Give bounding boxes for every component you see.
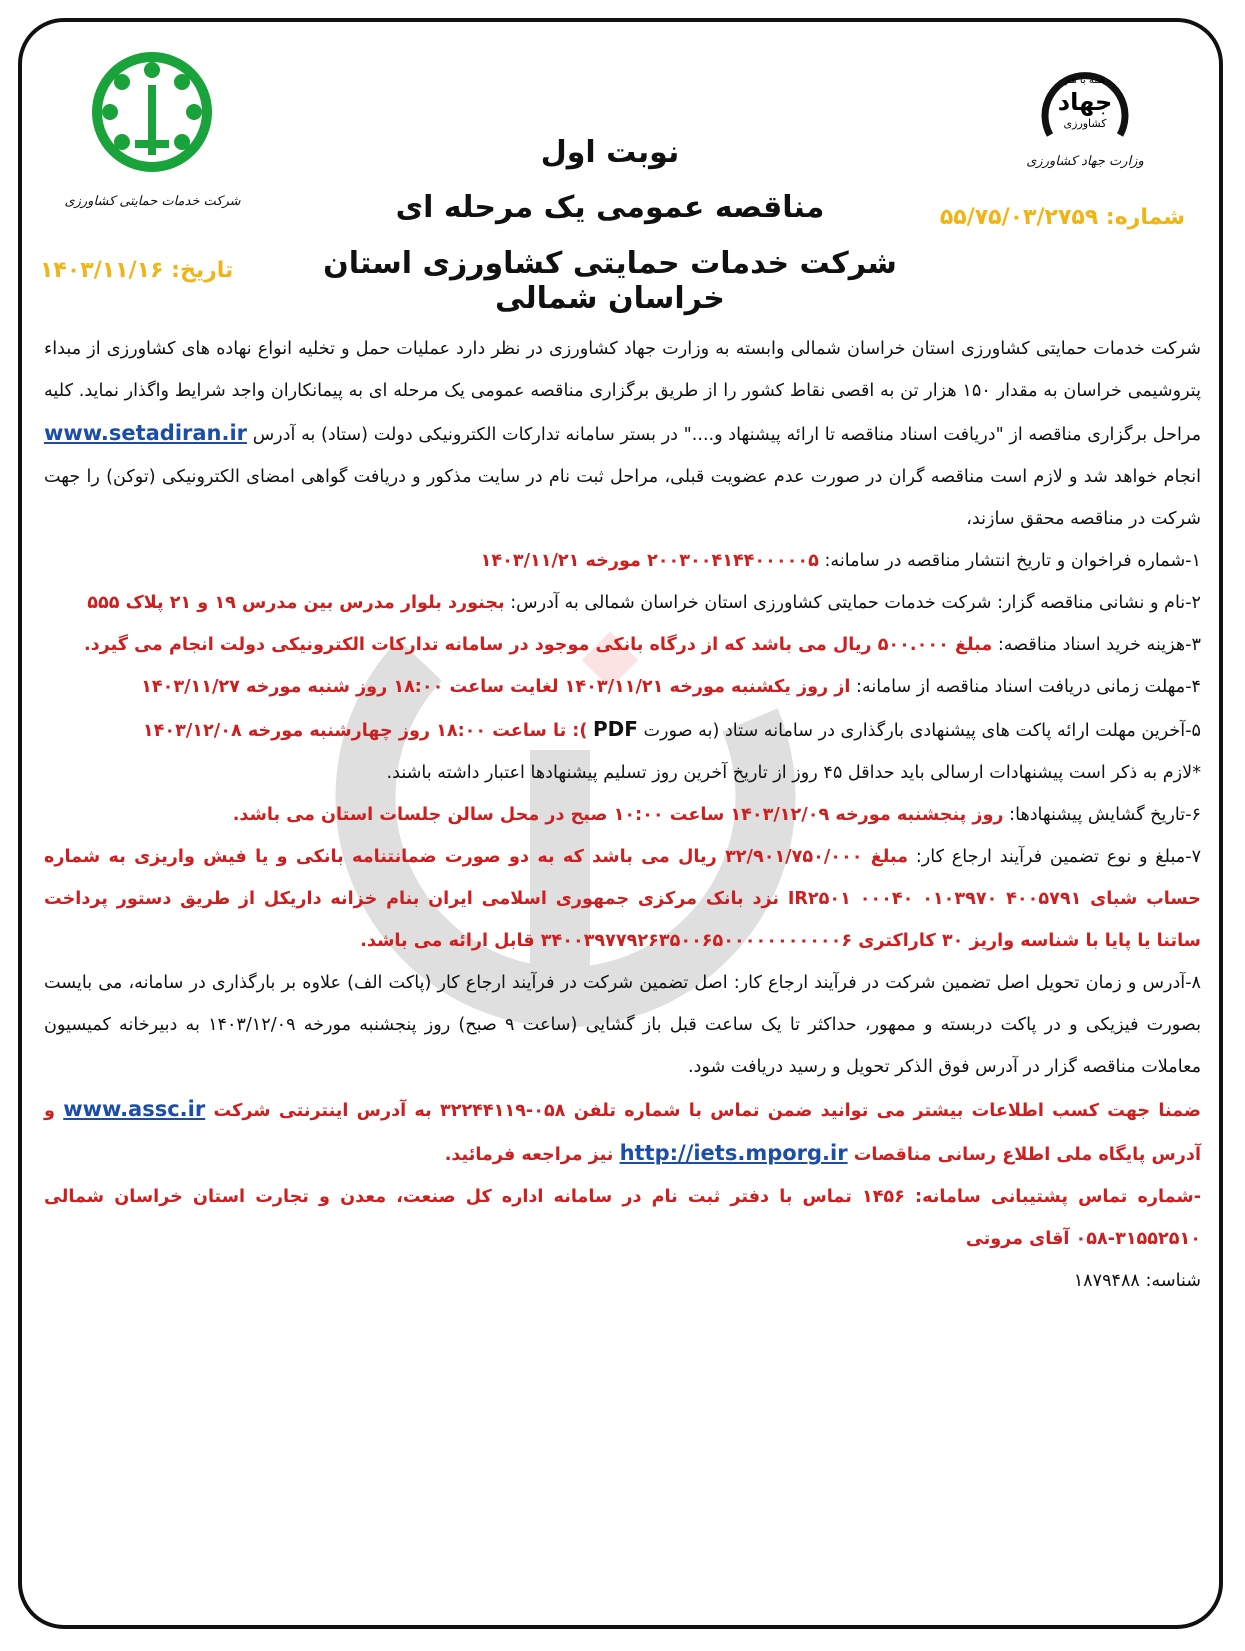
item-3-label: ۳-هزینه خرید اسناد مناقصه: <box>997 635 1201 655</box>
document-number: شماره: ۵۵/۷۵/۰۳/۲۷۵۹ <box>939 205 1185 230</box>
support-line: -شماره تماس پشتیبانی سامانه: ۱۴۵۶ تماس با دفتر ثبت نام در سامانه اداره کل صنعت، معدن و تجارت استان خراسان شمالی ۳۱۵۵۲۵۱۰-۰۵۸ آقای مروتی <box>44 1187 1202 1249</box>
item-5-label: ۵-آخرین مهلت ارائه پاکت های پیشنهادی بارگذاری در سامانه ستاد (به صورت <box>643 721 1201 741</box>
item-5-pdf: PDF <box>592 717 638 741</box>
intro-paragraph <box>44 328 1201 540</box>
ministry-logo-word: جهاد <box>1057 88 1113 116</box>
item-5 <box>44 708 1201 752</box>
item-7-value: مبلغ ۳۲/۹۰۱/۷۵۰/۰۰۰ ریال می باشد که به دو صورت ضمانتنامه بانکی و یا فیش واریزی به شماره حساب شبای ۴۰۰۵۷۹۱ ۰۱۰۳۹۷۰ ۰۰۰۴۰ IR۲۵۰۱ نزد بانک مرکزی جمهوری اسلامی ایران بنام خزانه داریکل از طریق دستور پرداخت ساتنا یا پایا با شناسه واریز ۳۰ کاراکتری ۳۴۰۰۳۹۷۷۹۲۶۳۵۰۰۶۵۰۰۰۰۰۰۰۰۰۰۰۶ قابل ارائه می باشد. <box>44 847 1201 951</box>
round-title: نوبت اول <box>540 135 680 170</box>
company-logo <box>50 40 255 225</box>
assc-link[interactable]: www.assc.ir <box>63 1097 206 1121</box>
id-line: شناسه: ۱۸۷۹۴۸۸ <box>1073 1271 1201 1291</box>
item-8: ۸-آدرس و زمان تحویل اصل تضمین شرکت در فرآیند ارجاع کار: اصل تضمین شرکت در فرآیند ارجاع کار (پاکت الف) علاوه بر بارگذاری در سامانه، می بایست بصورت فیزیکی و در پاکت دربسته و ممهور، حداکثر تا یک ساعت قبل باز گشایی (ساعت ۹ صبح) روز پنجشنبه مورخه ۱۴۰۳/۱۲/۰۹ به دبیرخانه کمیسیون معاملات مناقصه گزار در آدرس فوق الذکر تحویل و رسید دریافت شود. <box>44 973 1201 1077</box>
contact-paragraph <box>44 1088 1201 1176</box>
item-1-label: ۱-شماره فراخوان و تاریخ انتشار مناقصه در سامانه: <box>824 551 1201 571</box>
ministry-logo-top: همه با هم <box>1064 75 1106 86</box>
contact-text-3: نیز مراجعه فرمائید. <box>444 1145 614 1165</box>
item-5-value: ): تا ساعت ۱۸:۰۰ روز چهارشنبه مورخه ۱۴۰۳/۱۲/۰۸ <box>142 721 588 741</box>
contact-text-2: و آدرس پایگاه ملی اطلاع رسانی مناقصات <box>44 1101 1201 1165</box>
item-1-value: ۲۰۰۳۰۰۴۱۴۴۰۰۰۰۰۵ مورخه ۱۴۰۳/۱۱/۲۱ <box>480 551 819 571</box>
contact-text-1: ضمنا جهت کسب اطلاعات بیشتر می توانید ضمن تماس با شماره تلفن ۰۵۸-۳۲۲۴۴۱۱۹ به آدرس اینترنتی شرکت <box>213 1101 1201 1121</box>
tender-body <box>44 328 1201 1302</box>
item-6-label: ۶-تاریخ گشایش پیشنهادها: <box>1009 805 1201 825</box>
item-2-value: بجنورد بلوار مدرس بین مدرس ۱۹ و ۲۱ پلاک ۵۵۵ <box>87 593 505 613</box>
item-2 <box>44 582 1201 624</box>
item-3 <box>44 624 1201 666</box>
iets-link[interactable]: http://iets.mporg.ir <box>619 1141 848 1165</box>
validity-note: *لازم به ذکر است پیشنهادات ارسالی باید حداقل ۴۵ روز از تاریخ آخرین روز تسلیم پیشنهادها اعتبار داشته باشند. <box>386 763 1201 783</box>
item-4-label: ۴-مهلت زمانی دریافت اسناد مناقصه از سامانه: <box>856 677 1201 697</box>
ministry-logo-caption: وزارت جهاد کشاورزی <box>1026 154 1144 169</box>
company-logo-caption: شرکت خدمات حمایتی کشاورزی <box>64 194 241 209</box>
item-4 <box>44 666 1201 708</box>
item-7 <box>44 836 1201 962</box>
item-6-value: روز پنجشنبه مورخه ۱۴۰۳/۱۲/۰۹ ساعت ۱۰:۰۰ صبح در محل سالن جلسات استان می باشد. <box>232 805 1004 825</box>
item-4-value: از روز یکشنبه مورخه ۱۴۰۳/۱۱/۲۱ لغایت ساعت ۱۸:۰۰ روز شنبه مورخه ۱۴۰۳/۱۱/۲۷ <box>141 677 851 697</box>
item-7-label: ۷-مبلغ و نوع تضمین فرآیند ارجاع کار: <box>915 847 1202 867</box>
setadiran-link[interactable]: www.setadiran.ir <box>44 421 248 445</box>
company-title: شرکت خدمات حمایتی کشاورزی استان خراسان شمالی <box>323 246 897 316</box>
item-1 <box>44 540 1201 582</box>
ministry-logo <box>1010 55 1160 185</box>
document-date: تاریخ: ۱۴۰۳/۱۱/۱۶ <box>40 258 234 283</box>
ministry-logo-mark <box>1010 55 1160 150</box>
item-2-label: ۲-نام و نشانی مناقصه گزار: شرکت خدمات حمایتی کشاورزی استان خراسان شمالی به آدرس: <box>510 593 1201 613</box>
item-3-value: مبلغ ۵۰۰.۰۰۰ ریال می باشد که از درگاه بانکی موجود در سامانه تدارکات الکترونیکی دولت انجام می گیرد. <box>83 635 993 655</box>
tender-title: مناقصه عمومی یک مرحله ای <box>395 190 825 225</box>
company-logo-mark <box>50 40 255 190</box>
intro-text-2: انجام خواهد شد و لازم است مناقصه گران در صورت عدم عضویت قبلی، مراحل ثبت نام در سایت مذکور و دریافت گواهی امضای الکترونیکی (توکن) را جهت شرکت در مناقصه محقق سازند، <box>44 467 1201 529</box>
item-6 <box>44 794 1201 836</box>
ministry-logo-sub: کشاورزی <box>1063 117 1107 130</box>
intro-text-1: شرکت خدمات حمایتی کشاورزی استان خراسان شمالی وابسته به وزارت جهاد کشاورزی در نظر دارد عملیات حمل و تخلیه انواع نهاده های کشاورزی از مبداء پتروشیمی خراسان به مقدار ۱۵۰ هزار تن به اقصی نقاط کشور را از طریق برگزاری مناقصه عمومی یک مرحله ای به پیمانکاران واجد شرایط واگذار نماید. کلیه مراحل برگزاری مناقصه از "دریافت اسناد مناقصه تا ارائه پیشنهاد و...." در بستر سامانه تدارکات الکترونیکی دولت (ستاد) به آدرس <box>44 339 1202 445</box>
